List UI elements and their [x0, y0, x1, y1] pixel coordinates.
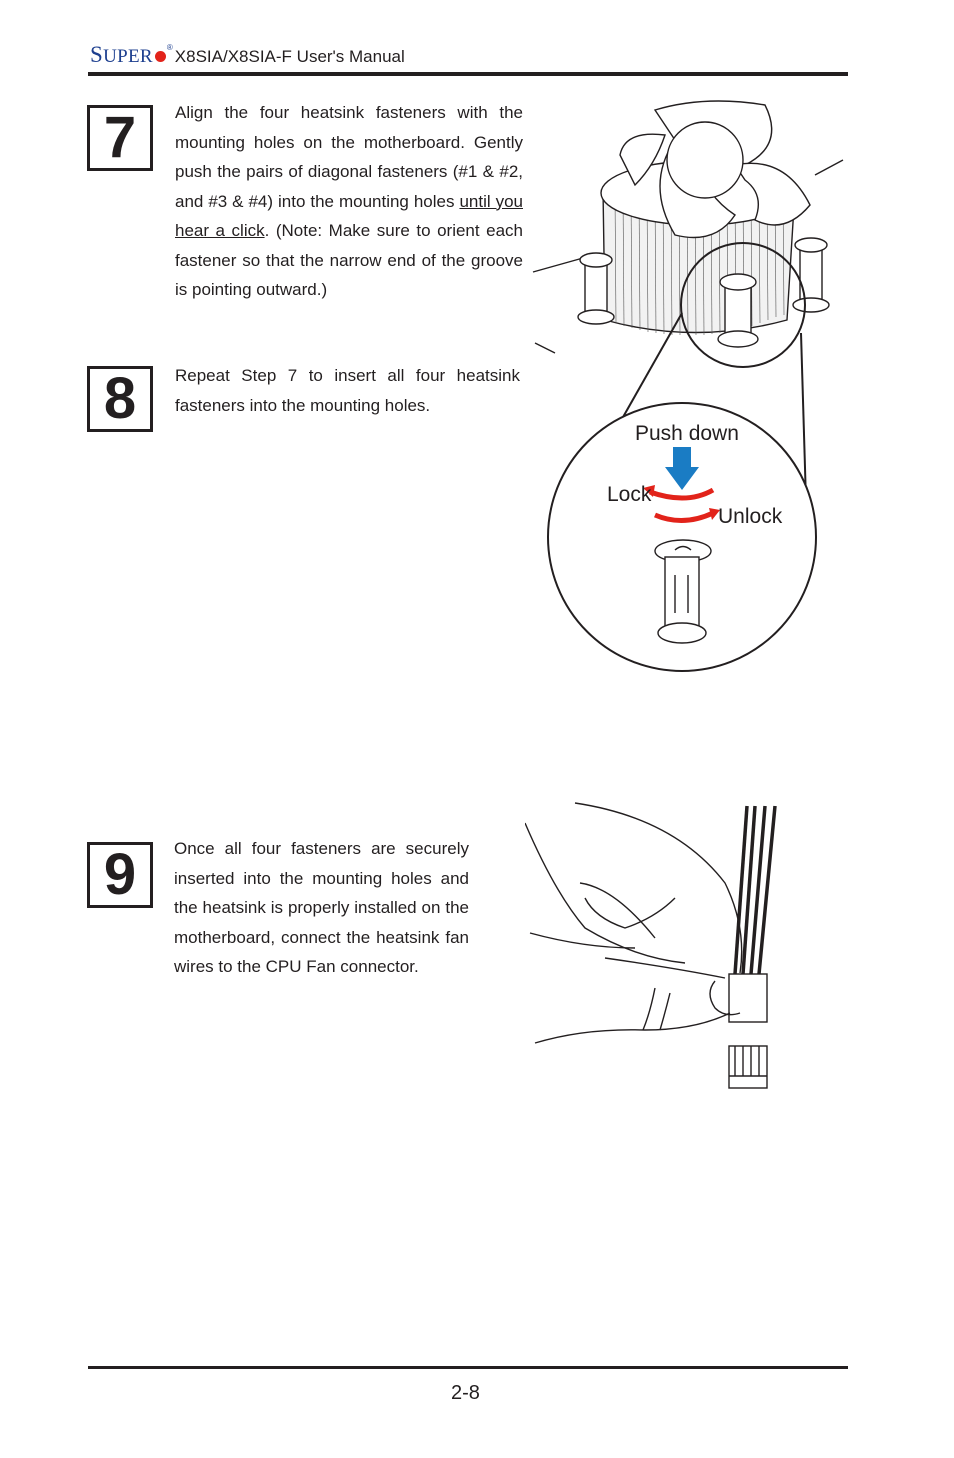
- push-down-label: Push down: [635, 422, 739, 445]
- step-9-text: Once all four fasteners are securely inserted into the mounting holes and the heatsink is properly installed on the motherboard, connect the heatsink fan wires to the CPU Fan connector.: [174, 839, 469, 976]
- lock-label: Lock: [607, 483, 652, 506]
- step-8-number: 8: [103, 366, 137, 431]
- footer-rule: [88, 1366, 848, 1369]
- brand-initial: S: [90, 42, 104, 67]
- supermicro-logo: [90, 42, 153, 68]
- header-rule: [88, 72, 848, 76]
- brand-dot-icon: [155, 51, 166, 62]
- brand-registered-mark: ®: [166, 43, 173, 52]
- step-7-number-box: [87, 105, 153, 171]
- heatsink-fastener-illustration: [525, 95, 855, 675]
- manual-title: X8SIA/X8SIA-F User's Manual: [174, 47, 405, 66]
- step-9-number-box: [87, 842, 153, 908]
- step-7-underlined-text: until you hear a click: [175, 191, 523, 240]
- step-7-text-part2: . (Note: Make sure to orient each fastener so that the narrow end of the groove is pointing outward.): [175, 221, 523, 299]
- step-7-text: [175, 98, 523, 305]
- page-number: 2-8: [451, 1382, 480, 1404]
- page-header: [90, 42, 405, 72]
- step-8-text: Repeat Step 7 to insert all four heatsink fasteners into the mounting holes.: [175, 366, 520, 415]
- fan-connector-illustration: [525, 798, 785, 1098]
- step-9-number: 9: [103, 842, 137, 907]
- unlock-label: Unlock: [718, 505, 783, 528]
- step-8-number-box: [87, 366, 153, 432]
- step-7-text-part1: Align the four heatsink fasteners with the mounting holes on the motherboard. Gently push the pairs of diagonal fasteners (#1 & #2, and #3 & #4) into the mounting holes: [175, 103, 523, 211]
- step-7-number: 7: [103, 105, 137, 170]
- brand-rest: UPER: [103, 46, 153, 67]
